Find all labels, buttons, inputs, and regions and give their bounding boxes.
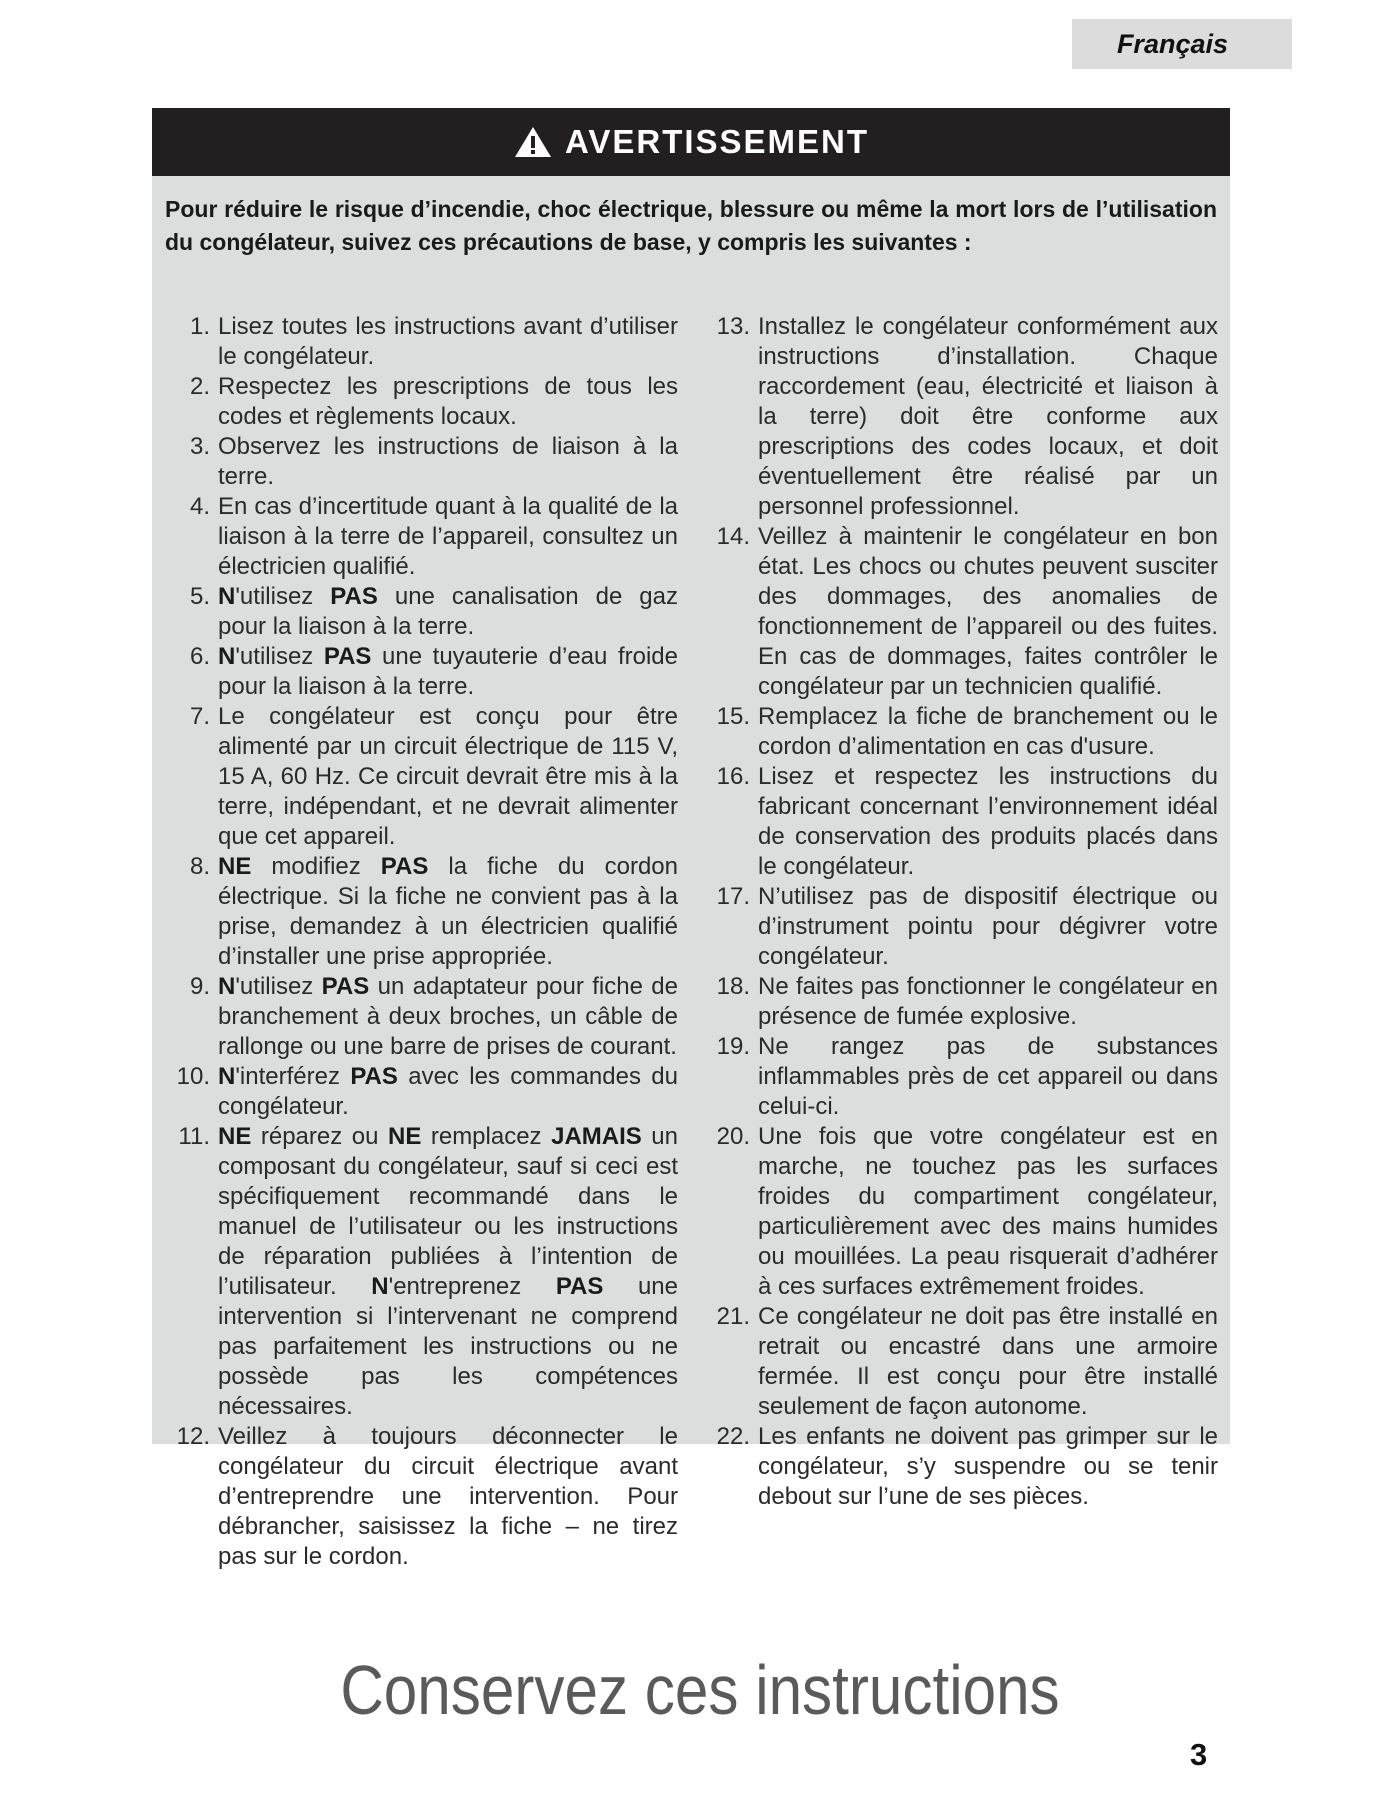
precaution-number: 11. xyxy=(178,1123,210,1150)
emphasis-text: NE xyxy=(218,1123,252,1150)
precaution-text xyxy=(218,582,678,642)
precaution-number: 19. xyxy=(716,1033,750,1060)
emphasis-text: N xyxy=(218,1063,236,1090)
precaution-text xyxy=(218,1422,678,1572)
page-number: 3 xyxy=(1190,1737,1208,1772)
precaution-number: 8. xyxy=(189,853,210,880)
footer-title: Conservez ces instructions xyxy=(340,1651,1060,1729)
precaution-item xyxy=(160,642,678,702)
text-segment: 'interférez xyxy=(235,1063,351,1090)
precaution-number: 15. xyxy=(716,703,750,730)
precaution-item xyxy=(160,372,678,432)
precaution-text xyxy=(218,432,678,492)
precaution-number: 2. xyxy=(189,373,210,400)
precaution-text xyxy=(758,762,1218,882)
text-segment: Le congélateur est conçu pour être alimenté par un circuit électrique de 115 V, 15 A, 60 Hz. Ce circuit devrait être mis à la terre, indépendant, et ne devrait alimenter que cet appareil. xyxy=(218,703,678,850)
text-segment: un adaptateur pour fiche de branchement à deux broches, un câble de rallonge ou une barre de prises de courant. xyxy=(218,973,679,1060)
text-segment: Installez le congélateur conformément aux instructions d’installation. Chaque raccordement (eau, électricité et liaison à la terre) doit être conforme aux prescriptions des codes locaux, et doit éventuellement être réalisé par un personnel professionnel. xyxy=(758,313,1218,520)
text-segment: Observez les instructions de liaison à la terre. xyxy=(218,433,678,490)
precaution-number: 9. xyxy=(189,973,210,1000)
text-segment: Ne rangez pas de substances inflammables près de cet appareil ou dans celui-ci. xyxy=(758,1033,1218,1120)
precaution-text xyxy=(758,522,1218,702)
precautions-list-right xyxy=(700,312,1218,1512)
precaution-number: 4. xyxy=(189,493,210,520)
warning-intro: Pour réduire le risque d’incendie, choc électrique, blessure ou même la mort lors de l’utilisation du congélateur, suivez ces précautions de base, y compris les suivantes : xyxy=(165,196,1217,255)
text-segment: N’utilisez pas de dispositif électrique ou d’instrument pointu pour dégivrer votre congélateur. xyxy=(758,883,1218,970)
precaution-item xyxy=(700,972,1218,1032)
text-segment: 'utilisez xyxy=(235,583,331,610)
precaution-item xyxy=(700,762,1218,882)
precaution-text xyxy=(218,492,678,582)
precaution-number: 20. xyxy=(716,1123,750,1150)
text-segment: Veillez à toujours déconnecter le congélateur du circuit électrique avant d’entreprendre une intervention. Pour débrancher, saisissez la fiche – ne tirez pas sur le cordon. xyxy=(218,1423,678,1570)
emphasis-text: PAS xyxy=(321,973,370,1000)
text-segment: Remplacez la fiche de branchement ou le cordon d’alimentation en cas d'usure. xyxy=(758,703,1218,760)
text-segment: Une fois que votre congélateur est en marche, ne touchez pas les surfaces froides du compartiment congélateur, particulièrement avec des mains humides ou mouillées. La peau risquerait d’adhérer à ces surfaces extrêmement froides. xyxy=(758,1123,1218,1300)
precaution-text xyxy=(218,852,678,972)
warning-title: AVERTISSEMENT xyxy=(564,123,870,160)
text-segment: réparez ou xyxy=(251,1123,388,1150)
text-segment: modifiez xyxy=(251,853,381,880)
precaution-item xyxy=(160,702,678,852)
emphasis-text: PAS xyxy=(323,643,372,670)
precaution-item xyxy=(700,1302,1218,1422)
precaution-item xyxy=(160,312,678,372)
text-segment: Respectez les prescriptions de tous les codes et règlements locaux. xyxy=(218,373,678,430)
precaution-item xyxy=(160,1062,678,1122)
emphasis-text: NE xyxy=(218,853,252,880)
precaution-text xyxy=(758,1302,1218,1422)
precaution-item xyxy=(160,1122,678,1422)
precaution-text xyxy=(758,312,1218,522)
text-segment: un composant du congélateur, sauf si ceci est spécifiquement recommandé dans le manuel de l’utilisateur ou les instructions de réparation publiées à l’intention de l’utilisateur. xyxy=(218,1123,678,1300)
precaution-text xyxy=(218,972,678,1062)
precaution-text xyxy=(218,1122,678,1422)
precaution-item xyxy=(700,1122,1218,1302)
precaution-number: 6. xyxy=(189,643,210,670)
precautions-list-left xyxy=(160,312,678,1572)
text-segment: 'utilisez xyxy=(235,973,322,1000)
precaution-item xyxy=(160,432,678,492)
text-segment: Ne faites pas fonctionner le congélateur en présence de fumée explosive. xyxy=(758,973,1218,1030)
precaution-item xyxy=(700,702,1218,762)
emphasis-text: JAMAIS xyxy=(551,1123,642,1150)
precaution-number: 10. xyxy=(176,1063,210,1090)
precaution-item xyxy=(160,852,678,972)
precaution-number: 7. xyxy=(189,703,210,730)
text-segment: avec les commandes du congélateur. xyxy=(218,1063,679,1120)
precaution-text xyxy=(218,702,678,852)
precaution-number: 22. xyxy=(716,1423,750,1450)
emphasis-text: PAS xyxy=(380,853,429,880)
precaution-number: 18. xyxy=(716,973,750,1000)
text-segment: Les enfants ne doivent pas grimper sur le congélateur, s’y suspendre ou se tenir debout sur l’une de ses pièces. xyxy=(758,1423,1218,1510)
precaution-text xyxy=(218,642,678,702)
emphasis-text: PAS xyxy=(330,583,378,610)
precaution-text xyxy=(758,1422,1218,1512)
warning-banner xyxy=(152,108,1230,176)
emphasis-text: N xyxy=(218,583,236,610)
emphasis-text: N xyxy=(371,1273,389,1300)
precaution-number: 17. xyxy=(716,883,750,910)
emphasis-text: NE xyxy=(387,1123,422,1150)
emphasis-text: PAS xyxy=(350,1063,398,1090)
precaution-number: 12. xyxy=(176,1423,210,1450)
emphasis-text: N xyxy=(218,973,236,1000)
precaution-text xyxy=(758,1032,1218,1122)
precaution-item xyxy=(160,582,678,642)
precaution-text xyxy=(218,1062,678,1122)
text-segment: Veillez à maintenir le congélateur en bon état. Les chocs ou chutes peuvent susciter des dommages, des anomalies de fonctionnement de l’appareil ou des fuites. En cas de dommages, faites contrôler le congélateur par un technicien qualifié. xyxy=(758,523,1218,700)
precaution-item xyxy=(700,1032,1218,1122)
precaution-number: 14. xyxy=(716,523,750,550)
precaution-item xyxy=(700,312,1218,522)
text-segment: 'entreprenez xyxy=(388,1273,556,1300)
precaution-number: 1. xyxy=(189,313,210,340)
precaution-number: 3. xyxy=(189,433,210,460)
precaution-text xyxy=(758,972,1218,1032)
precaution-text xyxy=(758,882,1218,972)
text-segment: remplacez xyxy=(421,1123,552,1150)
precaution-item xyxy=(160,972,678,1062)
precaution-number: 13. xyxy=(716,313,750,340)
precaution-number: 16. xyxy=(716,763,750,790)
text-segment: En cas d’incertitude quant à la qualité de la liaison à la terre de l’appareil, consultez un électricien qualifié. xyxy=(218,493,678,580)
text-segment: une canalisation de gaz pour la liaison à la terre. xyxy=(218,583,679,640)
text-segment: Lisez toutes les instructions avant d’utiliser le congélateur. xyxy=(218,313,678,370)
text-segment: une tuyauterie d’eau froide pour la liaison à la terre. xyxy=(218,643,678,700)
precaution-item xyxy=(160,1422,678,1572)
emphasis-text: PAS xyxy=(555,1273,604,1300)
emphasis-text: N xyxy=(218,643,236,670)
text-segment: 'utilisez xyxy=(235,643,324,670)
warning-triangle-icon xyxy=(513,125,553,159)
precaution-item xyxy=(700,1422,1218,1512)
precaution-item xyxy=(160,492,678,582)
precaution-item xyxy=(700,882,1218,972)
text-segment: la fiche du cordon électrique. Si la fiche ne convient pas à la prise, demandez à un électricien qualifié d’installer une prise appropriée. xyxy=(218,853,678,970)
precaution-number: 5. xyxy=(189,583,210,610)
precaution-text xyxy=(758,1122,1218,1302)
precaution-text xyxy=(218,312,678,372)
precaution-item xyxy=(700,522,1218,702)
language-tab: Français xyxy=(1072,19,1292,69)
text-segment: Lisez et respectez les instructions du fabricant concernant l’environnement idéal de conservation des produits placés dans le congélateur. xyxy=(758,763,1218,880)
precaution-number: 21. xyxy=(716,1303,750,1330)
text-segment: Ce congélateur ne doit pas être installé en retrait ou encastré dans une armoire fermée. Il est conçu pour être installé seulement de façon autonome. xyxy=(758,1303,1218,1420)
precaution-text xyxy=(218,372,678,432)
precaution-text xyxy=(758,702,1218,762)
text-segment: une intervention si l’intervenant ne comprend pas parfaitement les instructions ou ne possède pas les compétences nécessaires. xyxy=(218,1273,678,1420)
